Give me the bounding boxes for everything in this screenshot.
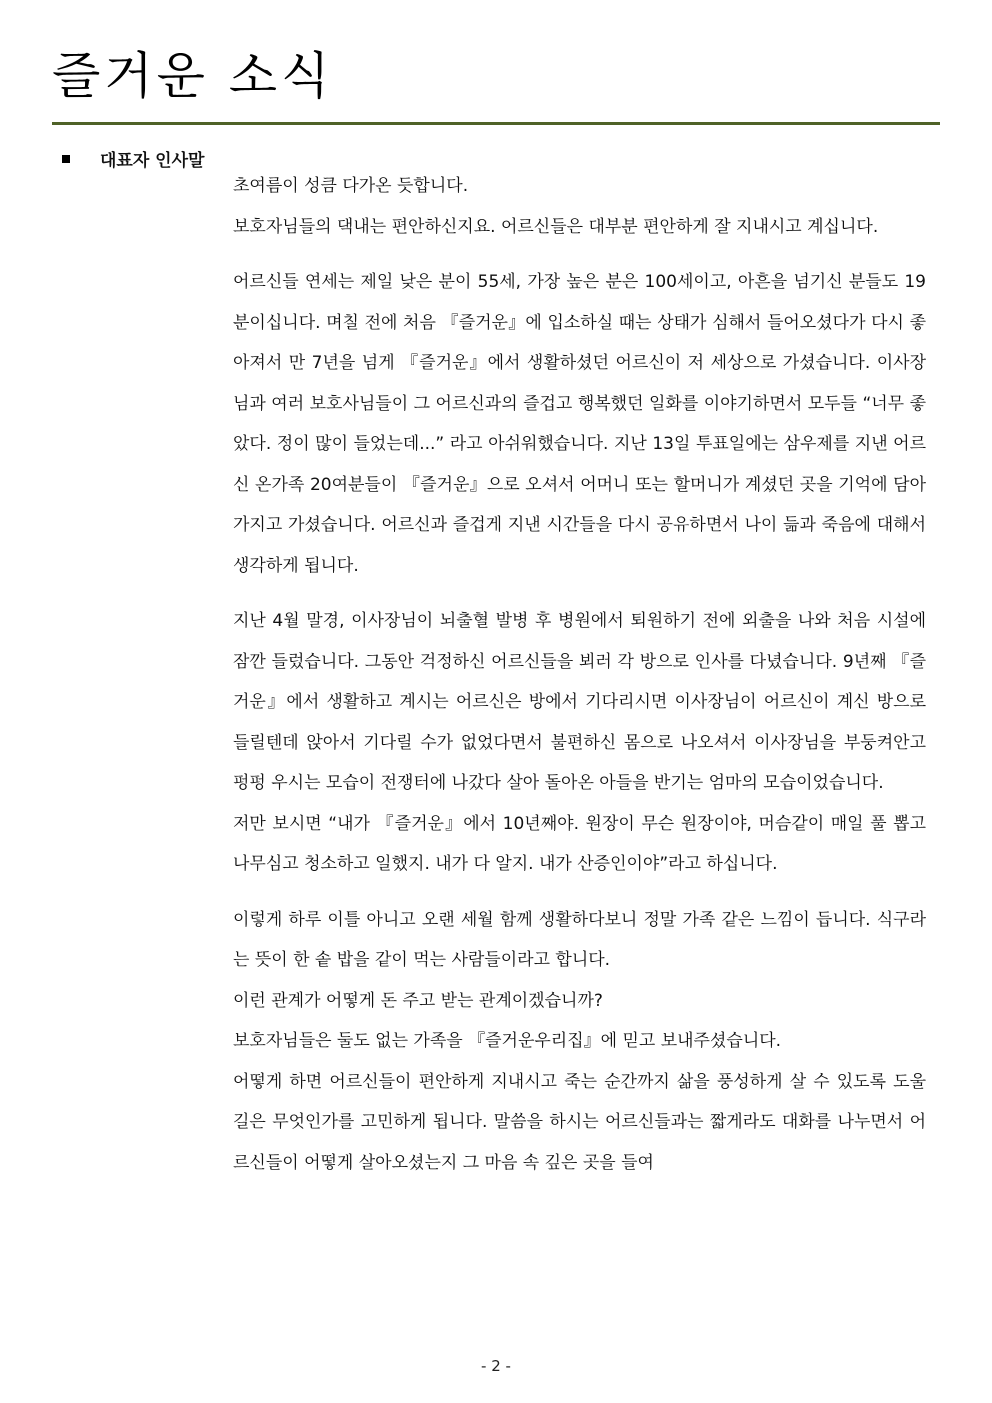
paragraph: 지난 4월 말경, 이사장님이 뇌출혈 발병 후 병원에서 퇴원하기 전에 외출을 나와 처음 시설에 잠깐 들렀습니다. 그동안 걱정하신 어르신들을 뵈러 각 방으로 인사를 다녔습니다. 9년째 『즐거운』에서 생활하고 계시는 어르신은 방에서 기다리시면 이사장님이 어르신이 계신 방으로 들릴텐데 앉아서 기다릴 수가 없었다면서 불편하신 몸으로 나오셔서 이사장님을 부둥켜안고 펑펑 우시는 모습이 전쟁터에 나갔다 살아 돌아온 아들을 반기는 엄마의 모습이었습니다. — [233, 611, 926, 793]
paragraph: 보호자님들의 댁내는 편안하신지요. 어르신들은 대부분 편안하게 잘 지내시고 계십니다. — [233, 216, 879, 237]
paragraph: 이렇게 하루 이틀 아니고 오랜 세월 함께 생활하다보니 정말 가족 같은 느낌이 듭니다. 식구라는 뜻이 한 솥 밥을 같이 먹는 사람들이라고 합니다. — [233, 909, 926, 970]
paragraph: 어떻게 하면 어르신들이 편안하게 지내시고 죽는 순간까지 삶을 풍성하게 살 수 있도록 도울 길은 무엇인가를 고민하게 됩니다. 말씀을 하시는 어르신들과는 짧게라도 대화를 나누면서 어르신들이 어떻게 살아오셨는지 그 마음 속 깊은 곳을 들여 — [233, 1071, 926, 1173]
letter-body — [233, 166, 926, 1183]
paragraph: 어르신들 연세는 제일 낮은 분이 55세, 가장 높은 분은 100세이고, 아흔을 넘기신 분들도 19분이십니다. 며칠 전에 처음 『즐거운』에 입소하실 때는 상태가 심해서 들어오셨다가 다시 좋아져서 만 7년을 넘게 『즐거운』에서 생활하셨던 어르신이 저 세상으로 가셨습니다. 이사장님과 여러 보호사님들이 그 어르신과의 즐겁고 행복했던 일화를 이야기하면서 모두들 “너무 좋았다. 정이 많이 들었는데...” 라고 아쉬워했습니다. 지난 13일 투표일에는 삼우제를 지낸 어르신 온가족 20여분들이 『즐거운』으로 오셔서 어머니 또는 할머니가 계셨던 곳을 기억에 담아 가지고 가셨습니다. 어르신과 즐겁게 지낸 시간들을 다시 공유하면서 나이 듦과 죽음에 대해서 생각하게 됩니다. — [233, 272, 926, 576]
paragraph: 초여름이 성큼 다가온 듯합니다. — [233, 176, 469, 196]
title-divider — [52, 122, 940, 125]
paragraph: 보호자님들은 둘도 없는 가족을 『즐거운우리집』에 믿고 보내주셨습니다. — [233, 1031, 782, 1051]
section-heading-text: 대표자 인사말 — [100, 151, 205, 171]
paragraph: 이런 관계가 어떻게 돈 주고 받는 관계이겠습니까? — [233, 990, 603, 1011]
page-title: 즐거운 소식 — [52, 47, 334, 105]
page-number: - 2 - — [481, 1357, 511, 1375]
section-heading — [62, 146, 204, 171]
square-bullet-icon — [62, 155, 70, 163]
paragraph: 저만 보시면 “내가 『즐거운』에서 10년째야. 원장이 무슨 원장이야, 머슴같이 매일 풀 뽑고 나무심고 청소하고 일했지. 내가 다 알지. 내가 산증인이야”라고 하십니다. — [233, 813, 926, 874]
